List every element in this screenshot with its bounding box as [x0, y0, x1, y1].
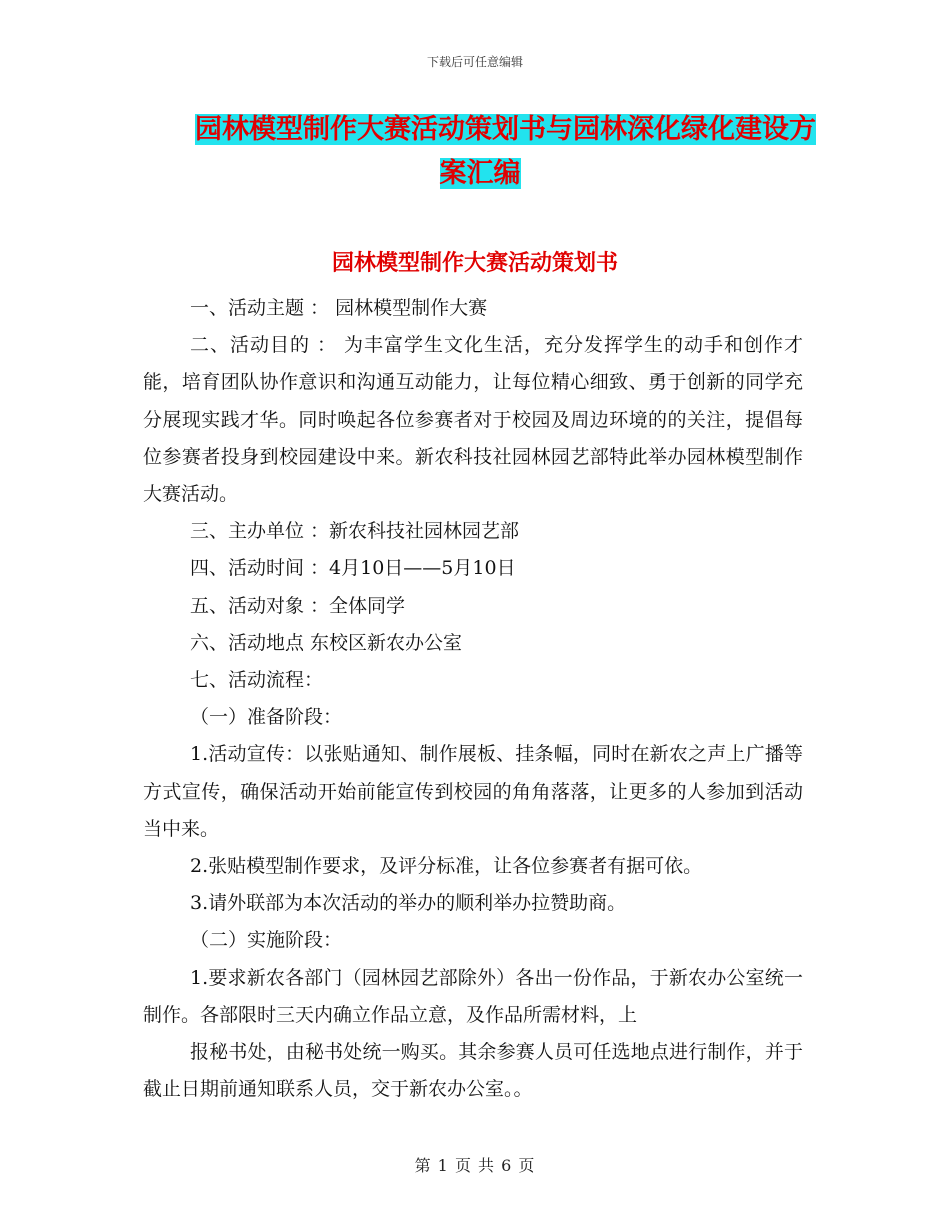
main-title — [195, 108, 816, 196]
paragraph: 2.张贴模型制作要求，及评分标准，让各位参赛者有据可依。 — [190, 855, 703, 878]
paragraph: 三、主办单位 ：新农科技社园林园艺部 — [190, 520, 520, 543]
main-title-line2: 案汇编 — [439, 158, 521, 189]
main-title-line1: 园林模型制作大赛活动策划书与园林深化绿化建设方 — [195, 114, 816, 145]
paragraph: 六、活动地点 东校区新农办公室 — [190, 631, 463, 654]
paragraph: 1.要求新农各部门（园林园艺部除外）各出一份作品，于新农办公室统一制作。各部限时三天内确立作品立意，及作品所需材料，上 — [143, 966, 803, 1026]
paragraph: 二、活动目的 ： 为丰富学生文化生活，充分发挥学生的动手和创作才能，培育团队协作意识和沟通互动能力，让每位精心细致、勇于创新的同学充分展现实践才华。同时唤起各位参赛者对于校园及周边环境的的关注，提倡每位参赛者投身到校园建设中来。新农科技社园林园艺部特此举办园林模型制作大赛活动。 — [143, 334, 803, 506]
page-footer: 第 1 页 共 6 页 — [414, 1156, 536, 1175]
paragraph: （一）准备阶段： — [190, 706, 343, 729]
header-note: 下载后可任意编辑 — [426, 55, 523, 69]
paragraph: 3.请外联部为本次活动的举办的顺利举办拉赞助商。 — [190, 892, 627, 915]
document-body — [143, 290, 803, 1108]
section-title: 园林模型制作大赛活动策划书 — [331, 251, 618, 276]
paragraph: 五、活动对象 ：全体同学 — [190, 594, 406, 617]
paragraph: 四、活动时间 ：4月10日——5月10日 — [190, 557, 516, 580]
paragraph: 1.活动宣传：以张贴通知、制作展板、挂条幅，同时在新农之声上广播等方式宣传，确保活动开始前能宣传到校园的角角落落，让更多的人参加到活动当中来。 — [143, 743, 803, 840]
paragraph: 报秘书处，由秘书处统一购买。其余参赛人员可任选地点进行制作，并于截止日期前通知联系人员，交于新农办公室。。 — [143, 1041, 803, 1101]
paragraph: 七、活动流程： — [190, 669, 324, 692]
paragraph: （二）实施阶段： — [190, 929, 343, 952]
paragraph: 一、活动主题 ： 园林模型制作大赛 — [190, 297, 488, 319]
